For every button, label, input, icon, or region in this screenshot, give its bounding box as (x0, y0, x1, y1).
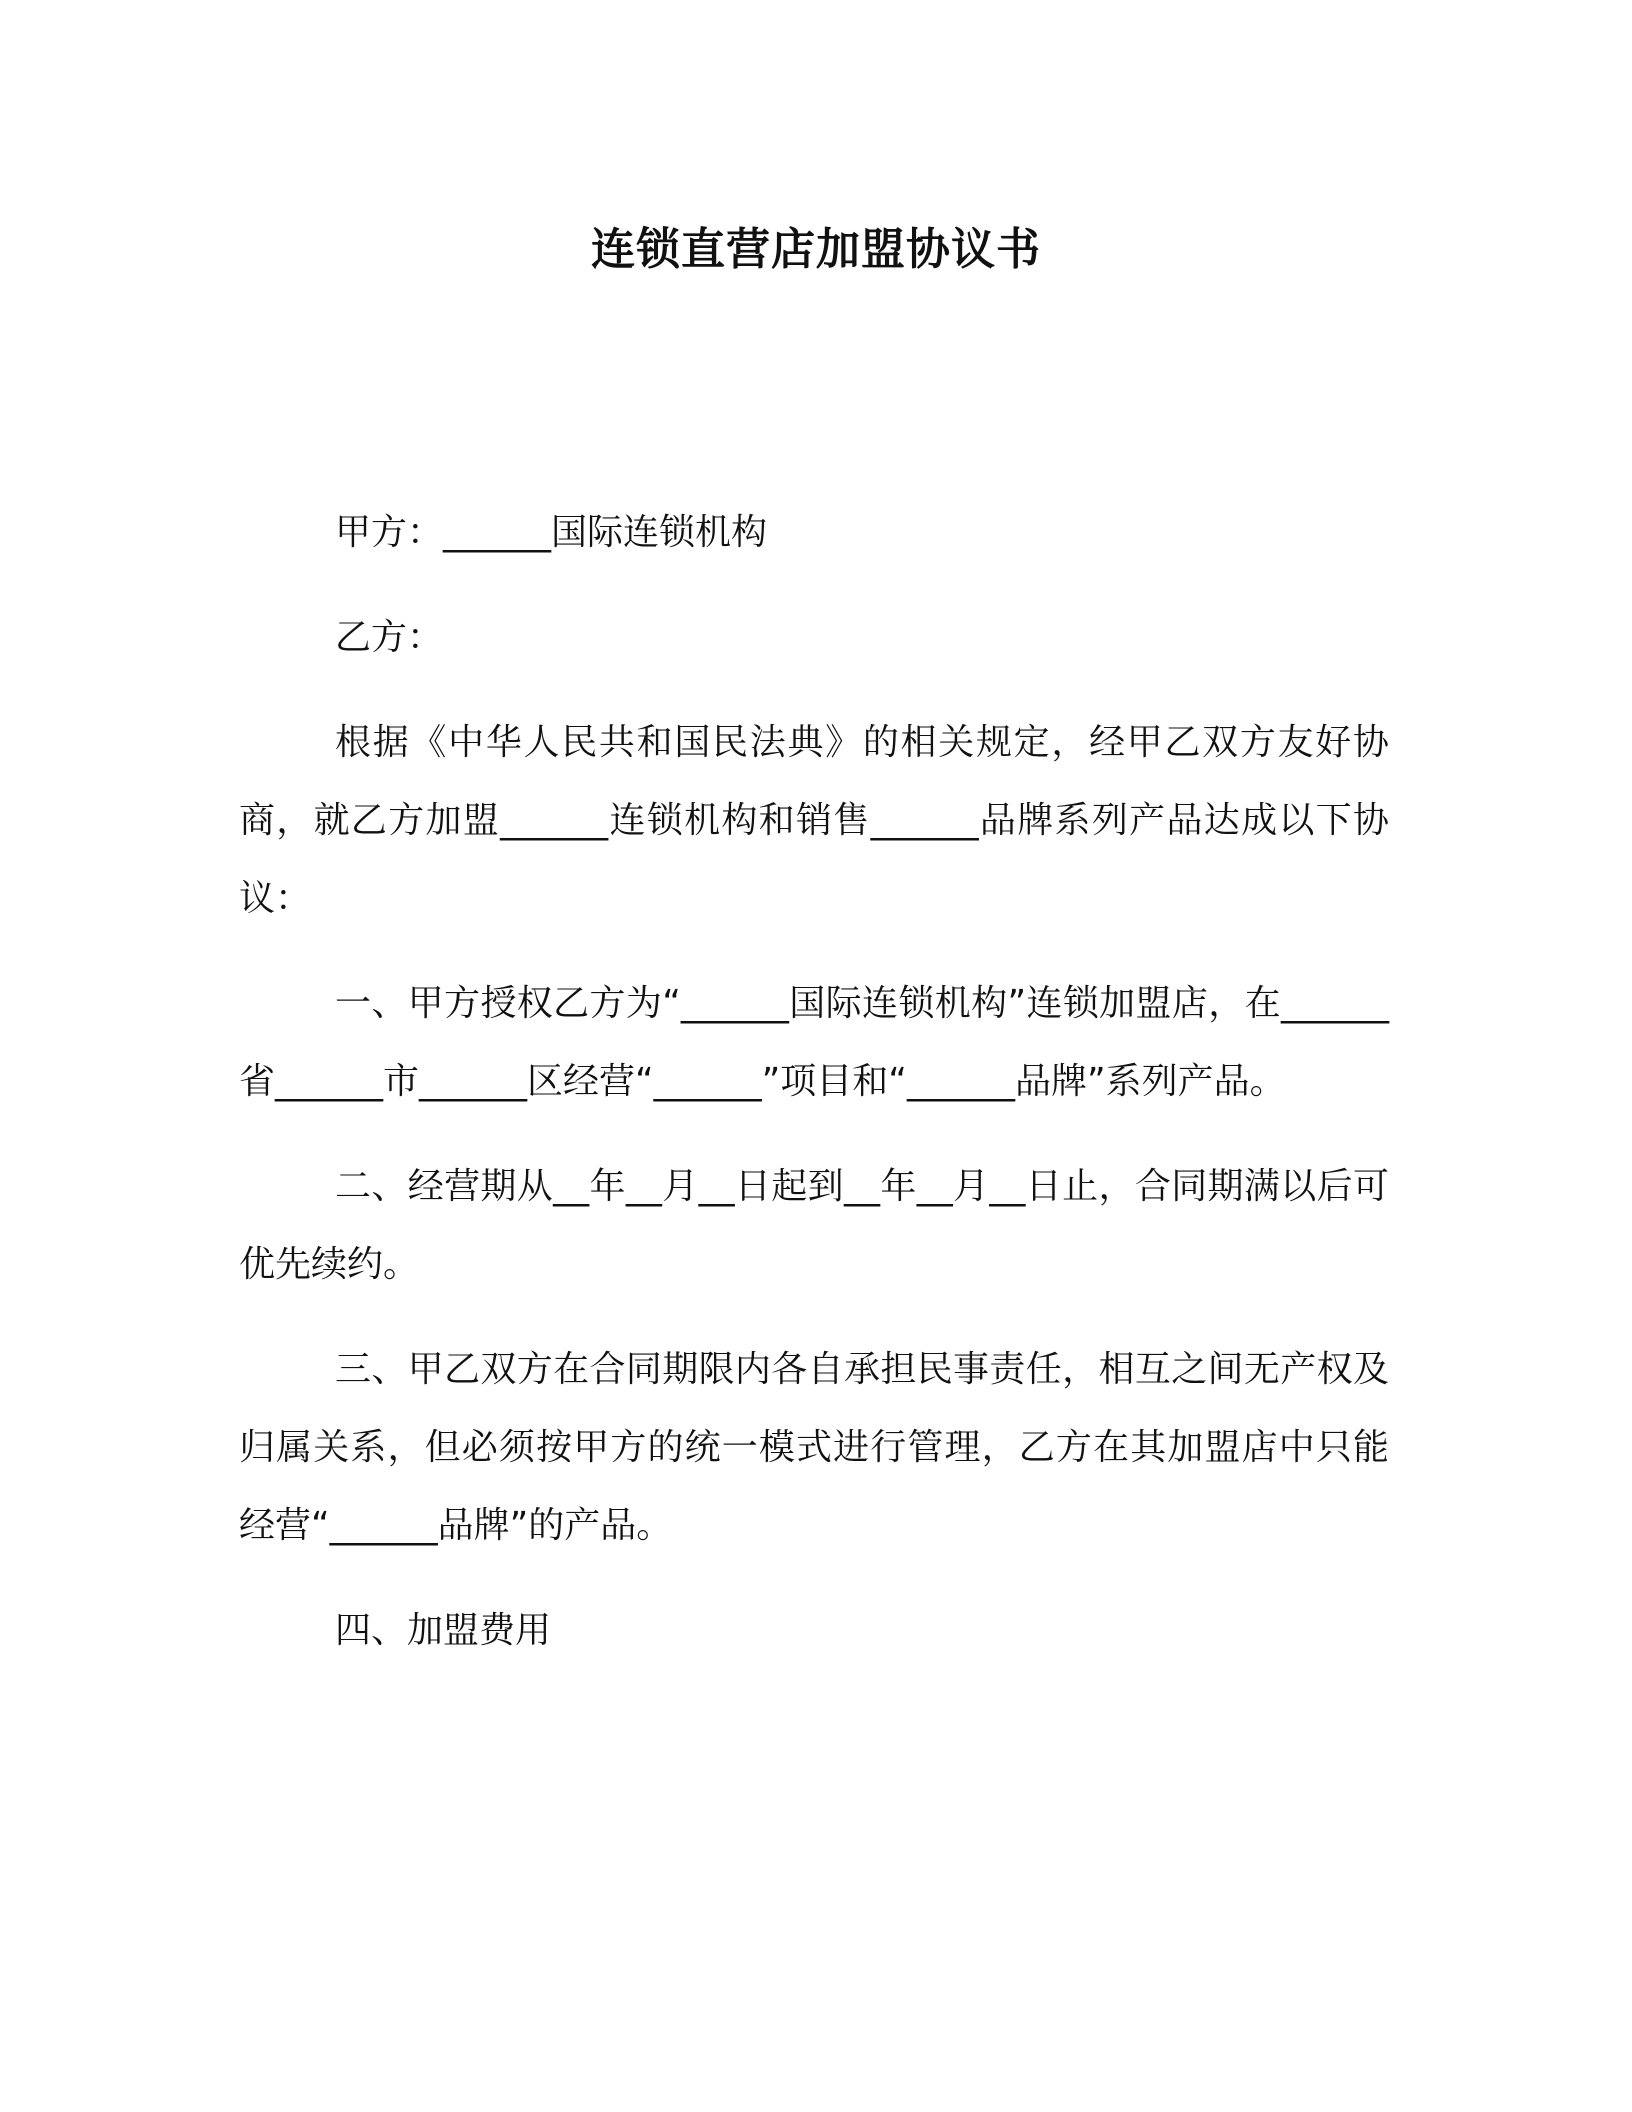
document-body (239, 494, 1389, 1697)
clause-2: 二、经营期从__年__月__日起到__年__月__日止，合同期满以后可优先续约。 (239, 1166, 1389, 1285)
clause-3: 三、甲乙双方在合同期限内各自承担民事责任，相互之间无产权及归属关系，但必须按甲方的统一模式进行管理，乙方在其加盟店中只能经营“______品牌”的产品。 (239, 1349, 1389, 1546)
intro-paragraph: 根据《中华人民共和国民法典》的相关规定，经甲乙双方友好协商，就乙方加盟______连锁机构和销售______品牌系列产品达成以下协议： (239, 722, 1389, 919)
clause-4-heading: 四、加盟费用 (335, 1610, 552, 1651)
clause-1: 一、甲方授权乙方为“______国际连锁机构”连锁加盟店，在______省______市______区经营“______”项目和“______品牌”系列产品。 (239, 983, 1389, 1102)
document-title: 连锁直营店加盟协议书 (591, 224, 1041, 275)
party-b-line: 乙方： (335, 617, 444, 658)
party-a-line: 甲方：______国际连锁机构 (335, 512, 768, 553)
